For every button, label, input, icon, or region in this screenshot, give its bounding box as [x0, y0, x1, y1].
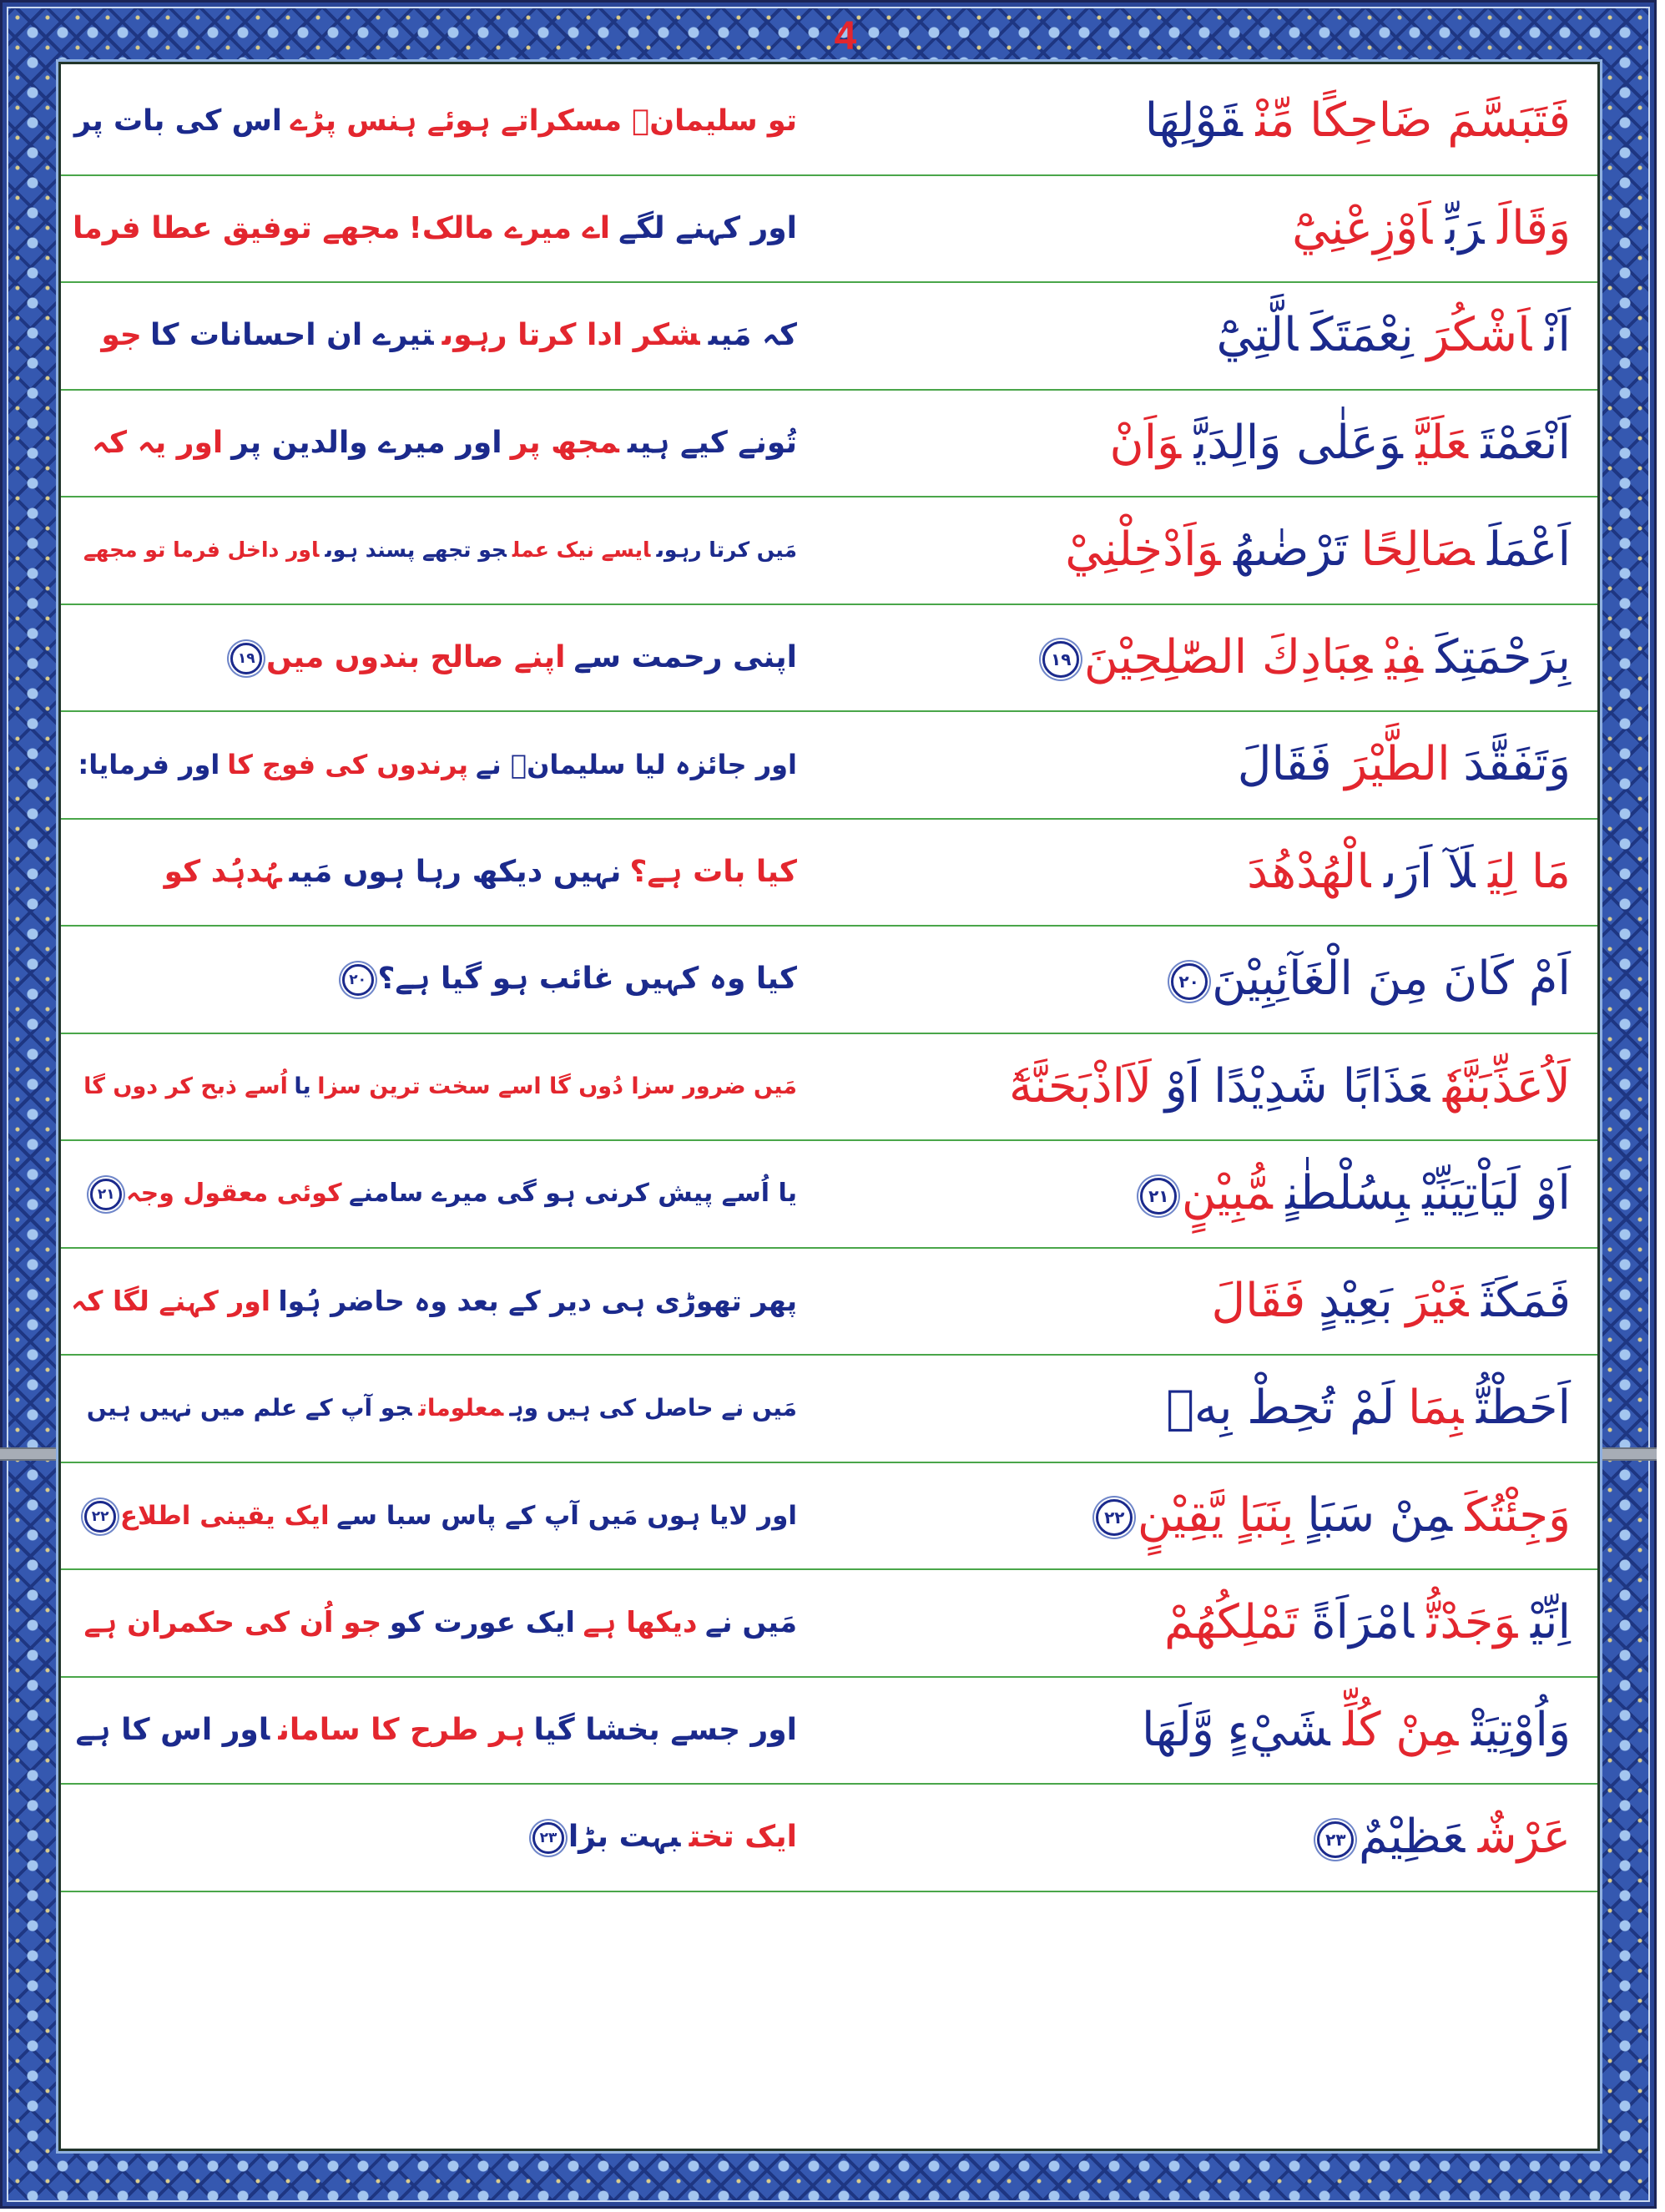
arabic-word: اَوْ: [1164, 1058, 1201, 1114]
arabic-word: نِعْمَتَكَ: [1310, 308, 1414, 362]
urdu-translation-text: [61, 1141, 845, 1246]
verse-row: [61, 1141, 1597, 1249]
urdu-phrase: اور لایا ہوں مَیں آپ کے پاس سبا سے: [336, 1500, 797, 1531]
arabic-verse-text: [845, 820, 1597, 925]
urdu-phrase: اپنے صالح بندوں میں: [265, 639, 566, 674]
ayah-number-marker: ۱۹: [230, 643, 262, 674]
arabic-word: اَحَطْتُّ: [1476, 1381, 1571, 1435]
verse-row: [61, 1785, 1597, 1892]
urdu-phrase: تُونے کیے ہیں: [628, 425, 797, 460]
urdu-phrase: معلومات: [418, 1394, 504, 1422]
urdu-phrase: مَیں ضرور سزا دُوں گا اسے سخت ترین سزا: [317, 1073, 797, 1099]
arabic-verse-text: [845, 1034, 1597, 1139]
arabic-verse-text: [845, 1249, 1597, 1354]
arabic-word: امْرَاَةً: [1311, 1595, 1415, 1649]
arabic-word: غَيْرَ: [1405, 1273, 1469, 1328]
arabic-word: فَتَبَسَّمَ ضَاحِكًا مِّنْ: [1255, 93, 1571, 148]
arabic-word: وَعَلٰى وَالِدَيَّ: [1193, 415, 1403, 470]
arabic-word: مِنْ كُلِّ: [1343, 1702, 1459, 1757]
arabic-word: لَاَاذْبَحَنَّهٗٓ: [1008, 1058, 1153, 1114]
arabic-word: وَاَدْخِلْنِيْ: [1065, 523, 1221, 577]
urdu-phrase: جو آپ کے علم میں نہیں ہیں: [86, 1394, 412, 1422]
urdu-phrase: دیکھا ہے: [583, 1606, 698, 1639]
urdu-phrase: ہُدہُد کو: [164, 854, 281, 889]
urdu-phrase: اور داخل فرما تو مجھے: [83, 538, 320, 562]
verse-row: [61, 1249, 1597, 1356]
urdu-translation-text: [61, 1678, 845, 1783]
ayah-number-marker: ٢٢: [1096, 1499, 1133, 1536]
urdu-phrase: جو تجھے پسند ہوں: [325, 538, 507, 562]
ayah-number-marker: ١٩: [1042, 641, 1079, 678]
verse-row: [61, 1356, 1597, 1463]
arabic-word: عَلَيَّ: [1415, 415, 1468, 470]
ayah-number-marker: ۲۰: [342, 964, 374, 996]
arabic-word: اَنْ: [1544, 308, 1571, 362]
urdu-phrase: بہت بڑا: [568, 1820, 681, 1854]
urdu-translation-text: [61, 283, 845, 388]
arabic-word: تَرْضٰىهُ: [1234, 523, 1348, 577]
arabic-word: فَقَالَ: [1211, 1273, 1306, 1328]
arabic-verse-text: [845, 391, 1597, 496]
arabic-word: اَوْ لَيَاْتِيَنِّيْ: [1422, 1166, 1571, 1220]
arabic-word: عَظِيْمٌ: [1358, 1810, 1466, 1864]
urdu-phrase: یا: [294, 1073, 311, 1099]
ayah-number-marker: ٢٣: [1317, 1821, 1354, 1858]
arabic-verse-text: [845, 1678, 1597, 1783]
verse-row: [61, 820, 1597, 927]
urdu-phrase: تیرے ان احسانات کا: [149, 318, 434, 352]
border-seam-left: [0, 1447, 58, 1461]
urdu-phrase: اور میرے والدین پر: [231, 425, 502, 460]
arabic-verse-text: [845, 68, 1597, 174]
urdu-translation-text: [61, 68, 845, 174]
arabic-word: اَمْ كَانَ مِنَ الْغَآئِبِيْنَ: [1212, 952, 1571, 1006]
verse-row: [61, 497, 1597, 605]
arabic-word: بِرَحْمَتِكَ: [1435, 629, 1571, 684]
arabic-word: لَآ اَرَى: [1384, 844, 1476, 899]
border-seam-right: [1600, 1447, 1657, 1461]
arabic-word: الطَّيْرَ: [1345, 737, 1451, 791]
arabic-word: مِنْ سَبَاٍ: [1307, 1487, 1452, 1543]
urdu-phrase: ایک عورت کو: [389, 1606, 576, 1639]
arabic-verse-text: [845, 927, 1597, 1032]
verse-row: [61, 927, 1597, 1034]
urdu-translation-text: [61, 1463, 845, 1568]
arabic-word: عَذَابًا شَدِيْدًا: [1213, 1058, 1430, 1114]
ayah-number-marker: ٢١: [1140, 1178, 1177, 1215]
arabic-word: بَعِيْدٍ: [1318, 1273, 1393, 1328]
ayah-number-marker: ۲۲: [84, 1501, 116, 1533]
urdu-phrase: ایک تخت: [689, 1820, 797, 1854]
verse-row: [61, 68, 1597, 176]
urdu-phrase: ہر طرح کا سامان: [278, 1712, 526, 1747]
urdu-phrase: کوئی معقول وجہ: [126, 1179, 342, 1208]
arabic-word: وَّلَهَا: [1141, 1702, 1214, 1757]
arabic-word: صَالِحًا: [1360, 523, 1475, 577]
urdu-phrase: اور فرمایا:: [78, 749, 220, 780]
verse-row: [61, 1034, 1597, 1142]
urdu-translation-text: [61, 712, 845, 817]
arabic-word: بِمَا: [1407, 1381, 1464, 1435]
arabic-word: بِنَبَاٍ يَّقِيْنٍ: [1137, 1487, 1294, 1543]
arabic-word: وَجِئْتُكَ: [1465, 1487, 1571, 1543]
arabic-word: لَاُعَذِّبَنَّهٗ: [1442, 1058, 1571, 1114]
arabic-verse-text: [845, 605, 1597, 710]
urdu-phrase: اے میرے مالک!: [408, 210, 611, 245]
urdu-phrase: اور جائزہ لیا سلیمانؑ نے: [475, 749, 797, 780]
arabic-word: فَقَالَ: [1237, 737, 1332, 791]
arabic-word: فِيْ: [1385, 629, 1424, 684]
urdu-translation-text: [61, 1356, 845, 1461]
urdu-phrase: اپنی رحمت سے: [573, 639, 797, 674]
arabic-word: وَاَنْ: [1109, 415, 1182, 470]
urdu-phrase: ایسے نیک عمل: [512, 538, 651, 562]
arabic-word: لَمْ تُحِطْ بِهٖ: [1166, 1381, 1395, 1435]
urdu-phrase: مجھے توفیق عطا فرما: [72, 210, 401, 245]
arabic-word: عِبَادِكَ الصّٰلِحِيْنَ: [1083, 629, 1373, 684]
urdu-phrase: کیا بات ہے؟: [629, 854, 797, 889]
urdu-translation-text: [61, 1034, 845, 1139]
verse-rows: [61, 68, 1597, 1892]
urdu-phrase: جو اُن کی حکمران ہے: [83, 1606, 382, 1639]
urdu-translation-text: [61, 927, 845, 1032]
urdu-phrase: تو سلیمانؑ مسکراتے ہوئے ہنس پڑے: [290, 104, 797, 138]
arabic-word: رَبِّ: [1445, 200, 1485, 255]
urdu-phrase: ایک یقینی اطلاع: [119, 1500, 330, 1531]
arabic-word: اَشْكُرَ: [1426, 308, 1532, 362]
urdu-phrase: اور جسے بخشا گیا: [533, 1712, 797, 1747]
urdu-phrase: اور کہنے لگا کہ: [70, 1284, 271, 1317]
ayah-number-marker: ۲۱: [90, 1179, 122, 1210]
urdu-phrase: مَیں نے حاصل کی ہیں وہ: [510, 1394, 797, 1422]
urdu-translation-text: [61, 391, 845, 496]
arabic-word: قَوْلِهَا: [1144, 93, 1243, 148]
page-number: 4: [834, 14, 857, 58]
urdu-phrase: اور کہنے لگے: [618, 210, 797, 245]
arabic-verse-text: [845, 283, 1597, 388]
arabic-word: بِسُلْطٰنٍ: [1285, 1166, 1410, 1220]
arabic-word: اِنِّيْ: [1530, 1595, 1571, 1649]
arabic-verse-text: [845, 712, 1597, 817]
urdu-phrase: اور اس کا ہے: [75, 1712, 270, 1747]
urdu-phrase: اس کی بات پر: [73, 104, 282, 138]
arabic-word: الْهُدْهُدَ: [1247, 844, 1371, 899]
urdu-phrase: مجھ پر: [510, 425, 619, 460]
urdu-phrase: مَیں نے: [704, 1606, 797, 1639]
urdu-phrase: اُسے ذبح کر دوں گا: [83, 1073, 288, 1099]
urdu-phrase: شکر ادا کرتا رہوں: [441, 318, 700, 352]
urdu-phrase: یا اُسے پیش کرنی ہو گی میرے سامنے: [348, 1179, 797, 1208]
arabic-verse-text: [845, 1785, 1597, 1890]
verse-row: [61, 283, 1597, 391]
arabic-verse-text: [845, 1570, 1597, 1675]
urdu-phrase: نہیں دیکھ رہا ہوں مَیں: [289, 854, 622, 889]
arabic-word: وَجَدْتُّ: [1426, 1595, 1518, 1649]
arabic-word: اَعْمَلَ: [1487, 523, 1571, 577]
verse-row: [61, 1570, 1597, 1678]
arabic-word: وَقَالَ: [1497, 200, 1571, 255]
ayah-number-marker: ۲۳: [532, 1822, 564, 1854]
urdu-translation-text: [61, 605, 845, 710]
urdu-translation-text: [61, 820, 845, 925]
verse-row: [61, 1463, 1597, 1571]
urdu-translation-text: [61, 497, 845, 603]
urdu-phrase: مَیں کرتا رہوں: [656, 538, 797, 562]
arabic-word: مُّبِيْنٍ: [1181, 1166, 1273, 1220]
arabic-word: عَرْشٌ: [1477, 1810, 1571, 1864]
urdu-phrase: کہ مَیں: [708, 318, 797, 352]
urdu-phrase: اور یہ کہ: [92, 425, 224, 460]
ayah-number-marker: ٢٠: [1171, 963, 1208, 1000]
arabic-word: اَنْعَمْتَ: [1481, 415, 1571, 470]
verse-row: [61, 712, 1597, 820]
arabic-verse-text: [845, 1463, 1597, 1568]
arabic-word: وَتَفَقَّدَ: [1463, 737, 1571, 791]
verse-row: [61, 1678, 1597, 1785]
urdu-phrase: کیا وہ کہیں غائب ہو گیا ہے؟: [377, 962, 797, 996]
urdu-phrase: جو: [101, 318, 142, 352]
verse-row: [61, 391, 1597, 498]
arabic-verse-text: [845, 176, 1597, 281]
urdu-translation-text: [61, 176, 845, 281]
arabic-word: وَاُوْتِيَتْ: [1471, 1702, 1571, 1757]
arabic-word: شَيْءٍ: [1227, 1702, 1330, 1757]
arabic-verse-text: [845, 1356, 1597, 1461]
arabic-word: الَّتِيْٓ: [1216, 308, 1299, 362]
arabic-word: تَمْلِكُهُمْ: [1164, 1595, 1299, 1649]
urdu-translation-text: [61, 1249, 845, 1354]
arabic-word: فَمَكَثَ: [1481, 1273, 1571, 1328]
arabic-word: اَوْزِعْنِيْٓ: [1292, 200, 1433, 255]
verse-row: [61, 605, 1597, 713]
arabic-verse-text: [845, 497, 1597, 603]
arabic-word: مَا لِيَ: [1488, 844, 1571, 899]
urdu-phrase: پھر تھوڑی ہی دیر کے بعد وہ حاضر ہُوا: [278, 1284, 797, 1317]
urdu-translation-text: [61, 1785, 845, 1890]
urdu-phrase: پرندوں کی فوج کا: [227, 749, 469, 780]
urdu-translation-text: [61, 1570, 845, 1675]
verse-row: [61, 176, 1597, 284]
arabic-verse-text: [845, 1141, 1597, 1246]
